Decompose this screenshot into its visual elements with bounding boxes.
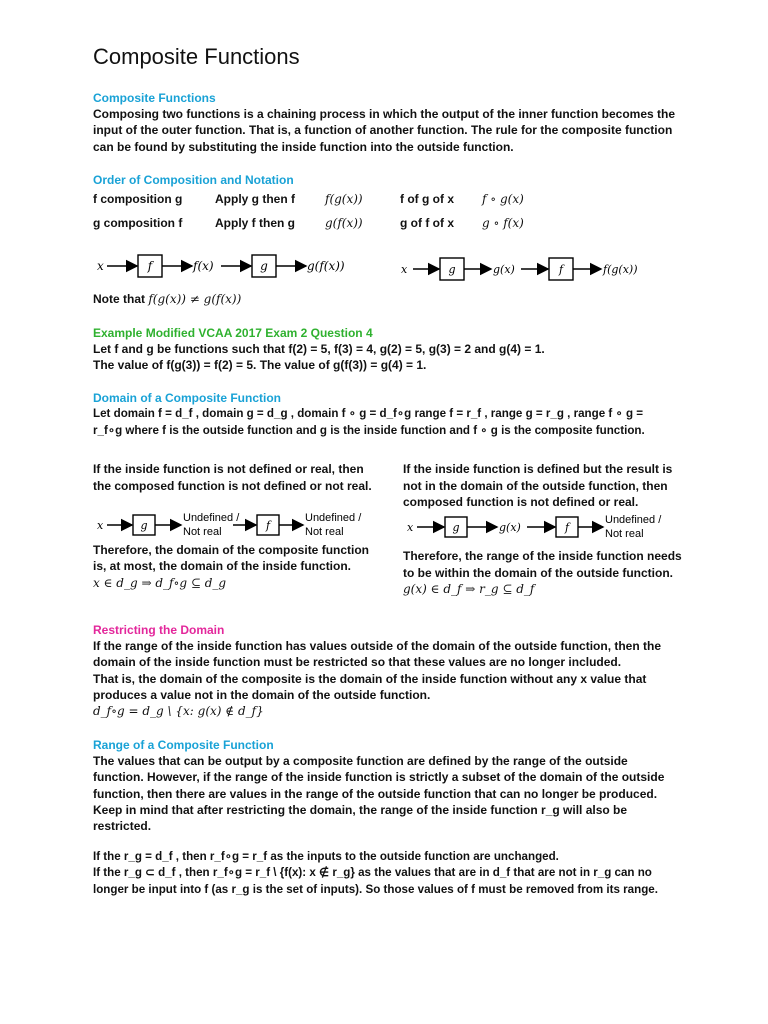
flow-label: Not real xyxy=(605,528,644,541)
paragraph-line: function. However, if the range of the inside function is strictly a subset of the domain of the outside xyxy=(93,770,665,785)
flow-label: Undefined / xyxy=(183,512,240,525)
section-heading: Range of a Composite Function xyxy=(93,737,274,752)
flow-label: Undefined / xyxy=(605,514,662,527)
domain-line: Let domain f = d_f , domain g = d_g , domain f ∘ g = d_f∘g range f = r_f , range g = r_g , range f ∘ g = xyxy=(93,407,644,421)
paragraph-line: That is, the domain of the composite is the domain of the inside function without any x value that xyxy=(93,671,647,686)
column-math: g(x) ∈ d_f ⇒ r_g ⊆ d_f xyxy=(403,582,535,597)
section-restricting-domain xyxy=(93,622,693,720)
section-order-notation xyxy=(93,172,693,307)
section-composite-functions xyxy=(93,90,693,155)
paragraph-line: produces a value not in the domain of the outside function. xyxy=(93,687,431,702)
section-example xyxy=(93,325,693,374)
notation-cell: Apply f then g xyxy=(215,216,295,231)
column-math: x ∈ d_g ⇒ d_f∘g ⊆ d_g xyxy=(93,575,227,590)
paragraph-line: The values that can be output by a composite function are defined by the range of the outside xyxy=(93,753,628,768)
flow-svg xyxy=(93,512,378,552)
section-heading: Composite Functions xyxy=(93,91,216,105)
notation-cell: Apply g then f xyxy=(215,192,295,207)
notation-cell: f(g(x)) xyxy=(325,192,363,207)
paragraph-line: function, then there are values in the range of the outside function that can no longer be produced. xyxy=(93,786,658,801)
flow-label: g(f(x)) xyxy=(307,259,345,274)
flow-label: x xyxy=(97,519,104,533)
flow-label: f xyxy=(147,259,153,274)
flow-label: f xyxy=(558,263,564,277)
flow-label: Not real xyxy=(183,526,222,539)
flow-label: x xyxy=(97,259,104,274)
section-heading: Restricting the Domain xyxy=(93,622,225,637)
flow-diagram-right xyxy=(403,514,693,546)
paragraph-line: can be found by substituting the inside function into the outside function. xyxy=(93,139,514,154)
flow-label: g xyxy=(452,521,460,535)
domain-left-column xyxy=(93,461,378,597)
section-heading: Example Modified VCAA 2017 Exam 2 Question 4 xyxy=(93,325,373,340)
domain-columns xyxy=(93,461,693,597)
flow-label: x xyxy=(407,521,414,535)
flow-diagrams xyxy=(93,245,693,285)
flow-label: g xyxy=(448,263,456,277)
column-line: not in the domain of the outside function, then xyxy=(403,478,668,493)
section-heading: Domain of a Composite Function xyxy=(93,391,281,406)
notation-cell: g(f(x)) xyxy=(325,216,363,231)
flow-diagram-left xyxy=(93,512,378,552)
notation-row xyxy=(93,191,693,207)
paragraph-line: Composing two functions is a chaining process in which the output of the inner function becomes the xyxy=(93,107,676,121)
flow-label: Undefined / xyxy=(305,512,362,525)
paragraph-line: domain of the inside function must be restricted so that these values are no longer included. xyxy=(93,655,622,670)
example-line: Let f and g be functions such that f(2) = 5, f(3) = 4, g(2) = 5, g(3) = 2 and g(4) = 1. xyxy=(93,341,545,356)
flow-label: f xyxy=(564,521,570,535)
flow-svg xyxy=(403,514,693,546)
notation-cell: f of g of x xyxy=(400,192,454,207)
notation-cell: f ∘ g(x) xyxy=(482,192,524,207)
example-line: The value of f(g(3)) = f(2) = 5. The value of g(f(3)) = g(4) = 1. xyxy=(93,358,427,373)
notation-cell: g composition f xyxy=(93,216,183,231)
column-line: the composed function is not defined or not real. xyxy=(93,478,372,493)
column-line: If the inside function is defined but the result is xyxy=(403,462,673,477)
flow-label: g xyxy=(260,259,268,274)
paragraph-line: If the range of the inside function has values outside of the domain of the outside function, then the xyxy=(93,638,662,653)
column-line: If the inside function is not defined or real, then xyxy=(93,462,364,477)
flow-svg xyxy=(93,245,693,285)
column-line: Therefore, the range of the inside function needs xyxy=(403,549,682,564)
paragraph-line: If the r_g = d_f , then r_f∘g = r_f as the inputs to the outside function are unchanged. xyxy=(93,849,559,863)
flow-label: f xyxy=(265,519,271,533)
flow-label: g(x) xyxy=(493,263,515,277)
flow-label: f(g(x)) xyxy=(603,263,638,277)
flow-label: x xyxy=(401,263,408,277)
restrict-math: d_f∘g = d_g \ {x: g(x) ∉ d_f} xyxy=(93,704,264,719)
column-line: is, at most, the domain of the inside function. xyxy=(93,559,352,574)
notation-row xyxy=(93,215,693,231)
flow-label: g(x) xyxy=(499,521,521,535)
document-page xyxy=(93,44,693,915)
section-range xyxy=(93,737,693,898)
notation-cell: g of f of x xyxy=(400,216,454,231)
paragraph-line: input of the outer function. That is, a function of another function. The rule for the composite function xyxy=(93,123,673,138)
domain-line: r_f∘g where f is the outside function and g is the inside function and f ∘ g is the composite function. xyxy=(93,423,645,437)
column-line: Therefore, the domain of the composite function xyxy=(93,543,370,558)
flow-label: f(x) xyxy=(193,259,214,274)
paragraph-line: Keep in mind that after restricting the domain, the range of the inside function r_g will also be xyxy=(93,802,628,817)
paragraph-line: restricted. xyxy=(93,819,152,834)
note-math: f(g(x)) ≠ g(f(x)) xyxy=(148,292,242,307)
paragraph-line: longer be input into f (as r_g is the set of inputs). So those values of f must be removed from its range. xyxy=(93,882,658,896)
paragraph-line: If the r_g ⊂ d_f , then r_f∘g = r_f \ {f(x): x ∉ r_g} as the values that are in d_f that are not in r_g can no xyxy=(93,866,652,880)
column-line: to be within the domain of the outside function. xyxy=(403,565,673,580)
column-line: composed function is not defined or real. xyxy=(403,495,639,510)
section-heading: Order of Composition and Notation xyxy=(93,173,294,188)
page-title: Composite Functions xyxy=(93,44,300,69)
domain-right-column xyxy=(403,461,693,597)
note-prefix: Note that xyxy=(93,292,149,307)
notation-cell: g ∘ f(x) xyxy=(482,216,524,231)
notation-cell: f composition g xyxy=(93,192,183,207)
section-domain xyxy=(93,390,693,597)
note-line xyxy=(93,291,693,307)
flow-label: g xyxy=(140,519,148,533)
flow-label: Not real xyxy=(305,526,344,539)
